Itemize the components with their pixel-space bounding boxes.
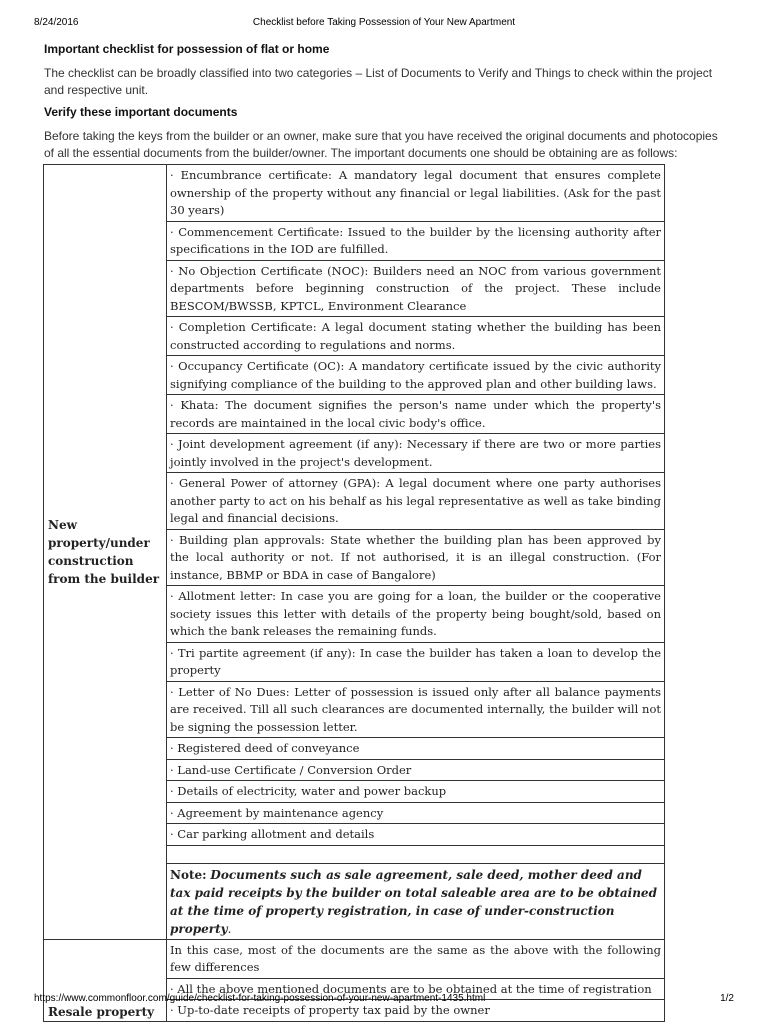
table-cell: · Khata: The document signifies the person's name under which the property's records are maintained in the local civic body's office. (167, 395, 665, 434)
table-row (44, 939, 665, 978)
table-cell: · Up-to-date receipts of property tax paid by the owner (167, 1000, 665, 1022)
table-cell: · Commencement Certificate: Issued to the builder by the licensing authority after specifications in the IOD are fulfilled. (167, 221, 665, 260)
print-date: 8/24/2016 (34, 17, 79, 28)
note-cell (167, 863, 665, 939)
note-label: Note: (170, 867, 207, 882)
section-heading: Verify these important documents (44, 105, 238, 119)
table-cell: · Encumbrance certificate: A mandatory legal document that ensures complete ownership of the property without any financial or legal liabilities. (Ask for the past 30 years) (167, 165, 665, 222)
table-cell: · Building plan approvals: State whether the building plan has been approved by the local authority or not. If not authorised, it is an illegal construction. (For instance, BBMP or BDA in case of Bangalore) (167, 529, 665, 586)
table-cell: · Tri partite agreement (if any): In case the builder has taken a loan to develop the property (167, 642, 665, 681)
intro-paragraph: The checklist can be broadly classified into two categories – List of Documents to Verify and Things to check within the project and respective unit. (44, 66, 713, 97)
page-url: https://www.commonfloor.com/guide/checklist-for-taking-possession-of-your-new-apartment-1435.html (34, 993, 486, 1004)
table-cell: · Agreement by maintenance agency (167, 802, 665, 824)
table-cell: · Occupancy Certificate (OC): A mandatory certificate issued by the civic authority signifying compliance of the building to the approved plan and other building laws. (167, 356, 665, 395)
category-new-property: New property/under construction from the builder (44, 165, 167, 940)
table-cell: · All the above mentioned documents are to be obtained at the time of registration (167, 978, 665, 1000)
documents-table (43, 164, 665, 1022)
table-cell: · General Power of attorney (GPA): A legal document where one party authorises another party to act on his behalf as his legal representative as well as take binding legal and financial decisions. (167, 473, 665, 530)
print-page-title: Checklist before Taking Possession of Your New Apartment (252, 17, 516, 28)
table-cell: · Registered deed of conveyance (167, 738, 665, 760)
table-cell: · Details of electricity, water and power backup (167, 781, 665, 803)
section-paragraph: Before taking the keys from the builder or an owner, make sure that you have received the original documents and photocopies of all the essential documents from the builder/owner. The important documents one should be obtaining are as follows: (44, 129, 718, 160)
table-cell: · Joint development agreement (if any): Necessary if there are two or more parties jointly involved in the project's development. (167, 434, 665, 473)
category-resale-property: Resale property (44, 939, 167, 1021)
table-cell: · Allotment letter: In case you are going for a loan, the builder or the cooperative society issues this letter with details of the property being bought/sold, based on which the bank releases the remaining funds. (167, 586, 665, 643)
note-text: Documents such as sale agreement, sale deed, mother deed and tax paid receipts by the builder on total saleable area are to be obtained at the time of property registration, in case of under-construction property (170, 867, 657, 936)
print-footer (34, 993, 734, 1007)
table-cell: · Car parking allotment and details (167, 824, 665, 846)
table-cell: In this case, most of the documents are the same as the above with the following few differences (167, 939, 665, 978)
table-row (44, 165, 665, 222)
page-heading: Important checklist for possession of flat or home (44, 42, 330, 56)
print-header (34, 17, 734, 31)
note-end: . (227, 921, 232, 936)
page-number: 1/2 (720, 993, 734, 1004)
empty-cell (167, 845, 665, 863)
table-cell: · Completion Certificate: A legal document stating whether the building has been constructed according to regulations and norms. (167, 317, 665, 356)
table-cell: · No Objection Certificate (NOC): Builders need an NOC from various government departments before beginning construction of the project. These include BESCOM/BWSSB, KPTCL, Environment Clearance (167, 260, 665, 317)
table-cell: · Land-use Certificate / Conversion Order (167, 759, 665, 781)
table-cell: · Letter of No Dues: Letter of possession is issued only after all balance payments are received. Till all such clearances are documented internally, the builder will not be signing the possession letter. (167, 681, 665, 738)
article-content (44, 42, 724, 168)
